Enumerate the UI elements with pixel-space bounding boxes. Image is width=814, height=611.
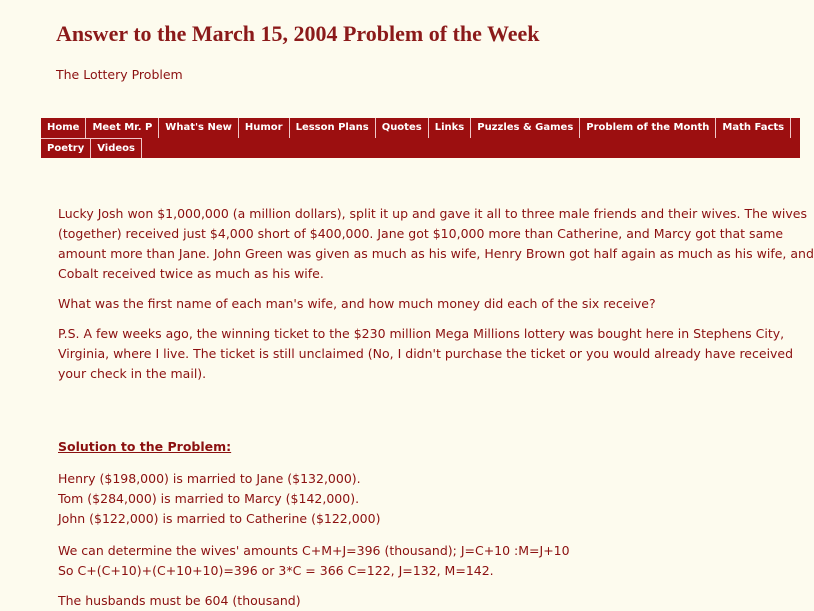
page-subtitle: The Lottery Problem <box>56 67 183 82</box>
answer-line: Henry ($198,000) is married to Jane ($132,000). <box>58 471 361 486</box>
nav-links-link[interactable]: Links <box>429 118 472 138</box>
ps-line: P.S. A few weeks ago, the winning ticket to the $230 million Mega Millions lottery was bought here in Stephens City, <box>58 326 785 341</box>
answer-line: Tom ($284,000) is married to Marcy ($142,000). <box>58 491 360 506</box>
derivation-line: We can determine the wives' amounts C+M+J=396 (thousand); J=C+10 :M=J+10 <box>58 543 570 558</box>
answer-line: John ($122,000) is married to Catherine ($122,000) <box>58 511 381 526</box>
question-line: What was the first name of each man's wife, and how much money did each of the six receive? <box>58 296 656 311</box>
nav-home-link[interactable]: Home <box>41 118 86 138</box>
problem-line: amount more than Jane. John Green was given as much as his wife, Henry Brown got half again as much as his wife, and <box>58 246 814 261</box>
nav-poetry-link[interactable]: Poetry <box>41 138 91 158</box>
postscript <box>58 324 800 384</box>
nav-lesson-plans-link[interactable]: Lesson Plans <box>290 118 376 138</box>
nav-row-2 <box>41 138 142 158</box>
nav-humor-link[interactable]: Humor <box>239 118 290 138</box>
nav-puzzles-games-link[interactable]: Puzzles & Games <box>471 118 580 138</box>
problem-line: (together) received just $4,000 short of $400,000. Jane got $10,000 more than Catherine, and Marcy got that same <box>58 226 784 241</box>
solution-heading: Solution to the Problem: <box>58 439 232 454</box>
problem-line: Cobalt received twice as much as his wife. <box>58 266 324 281</box>
nav-meet-mr-p-link[interactable]: Meet Mr. P <box>86 118 159 138</box>
solution-answers <box>58 469 380 529</box>
problem-statement <box>58 204 814 284</box>
nav-math-facts-link[interactable]: Math Facts <box>716 118 791 138</box>
nav-bar <box>41 118 800 158</box>
ps-line: your check in the mail). <box>58 366 207 381</box>
nav-whats-new-link[interactable]: What's New <box>159 118 239 138</box>
nav-videos-link[interactable]: Videos <box>91 138 142 158</box>
problem-question <box>58 294 800 314</box>
page-title: Answer to the March 15, 2004 Problem of the Week <box>56 21 540 46</box>
nav-problem-of-month-link[interactable]: Problem of the Month <box>580 118 716 138</box>
derivation-line: So C+(C+10)+(C+10+10)=396 or 3*C = 366 C=122, J=132, M=142. <box>58 563 494 578</box>
nav-quotes-link[interactable]: Quotes <box>376 118 429 138</box>
ps-line: Virginia, where I live. The ticket is still unclaimed (No, I didn't purchase the ticket or you would already have received <box>58 346 794 361</box>
problem-content <box>58 204 814 394</box>
problem-line: Lucky Josh won $1,000,000 (a million dollars), split it up and gave it all to three male friends and their wives. The wives <box>58 206 807 221</box>
solution-cutoff-line: The husbands must be 604 (thousand) <box>58 593 301 608</box>
solution-derivation <box>58 541 570 581</box>
nav-row-1 <box>41 118 791 138</box>
